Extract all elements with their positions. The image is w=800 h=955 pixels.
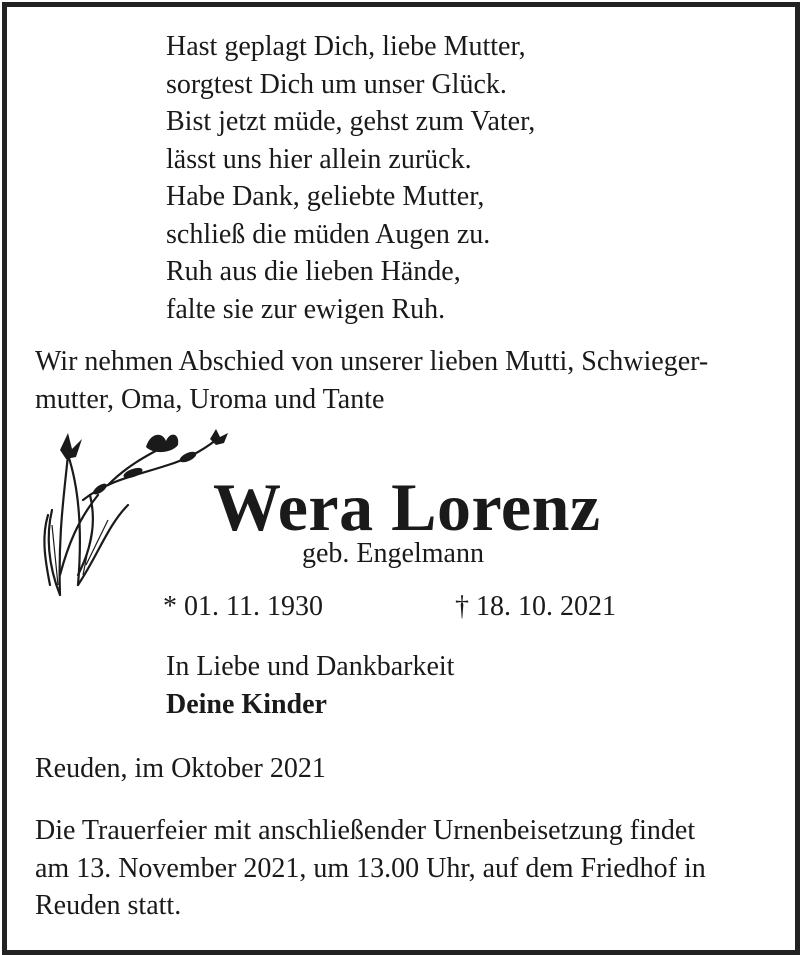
poem-line: schließ die müden Augen zu. <box>166 218 491 250</box>
intro-line: mutter, Oma, Uroma und Tante <box>35 383 385 415</box>
funeral-line: am 13. November 2021, um 13.00 Uhr, auf dem Friedhof in <box>35 852 706 884</box>
signature: Deine Kinder <box>166 689 327 720</box>
closing-line: In Liebe und Dankbarkeit <box>166 651 455 682</box>
lily-flower-icon <box>38 425 238 610</box>
birth-name: geb. Engelmann <box>302 538 484 569</box>
poem-line: Hast geplagt Dich, liebe Mutter, <box>166 31 526 62</box>
poem <box>166 28 535 328</box>
intro-line: Wir nehmen Abschied von unserer lieben Mutti, Schwieger- <box>35 346 709 377</box>
poem-line: sorgtest Dich um unser Glück. <box>166 68 507 100</box>
poem-line: Habe Dank, geliebte Mutter, <box>166 181 485 212</box>
poem-line: Ruh aus die lieben Hände, <box>166 256 461 287</box>
poem-line: lässt uns hier allein zurück. <box>166 143 472 175</box>
funeral-line: Die Trauerfeier mit anschließender Urnenbeisetzung findet <box>35 815 696 846</box>
death-date: † 18. 10. 2021 <box>455 591 616 622</box>
poem-line: falte sie zur ewigen Ruh. <box>166 293 446 325</box>
funeral-text <box>35 812 706 925</box>
funeral-line: Reuden statt. <box>35 890 182 921</box>
birth-date: * 01. 11. 1930 <box>163 591 323 622</box>
place-date: Reuden, im Oktober 2021 <box>35 753 326 784</box>
intro-text <box>35 343 708 418</box>
deceased-name: Wera Lorenz <box>213 469 601 545</box>
poem-line: Bist jetzt müde, gehst zum Vater, <box>166 106 536 137</box>
